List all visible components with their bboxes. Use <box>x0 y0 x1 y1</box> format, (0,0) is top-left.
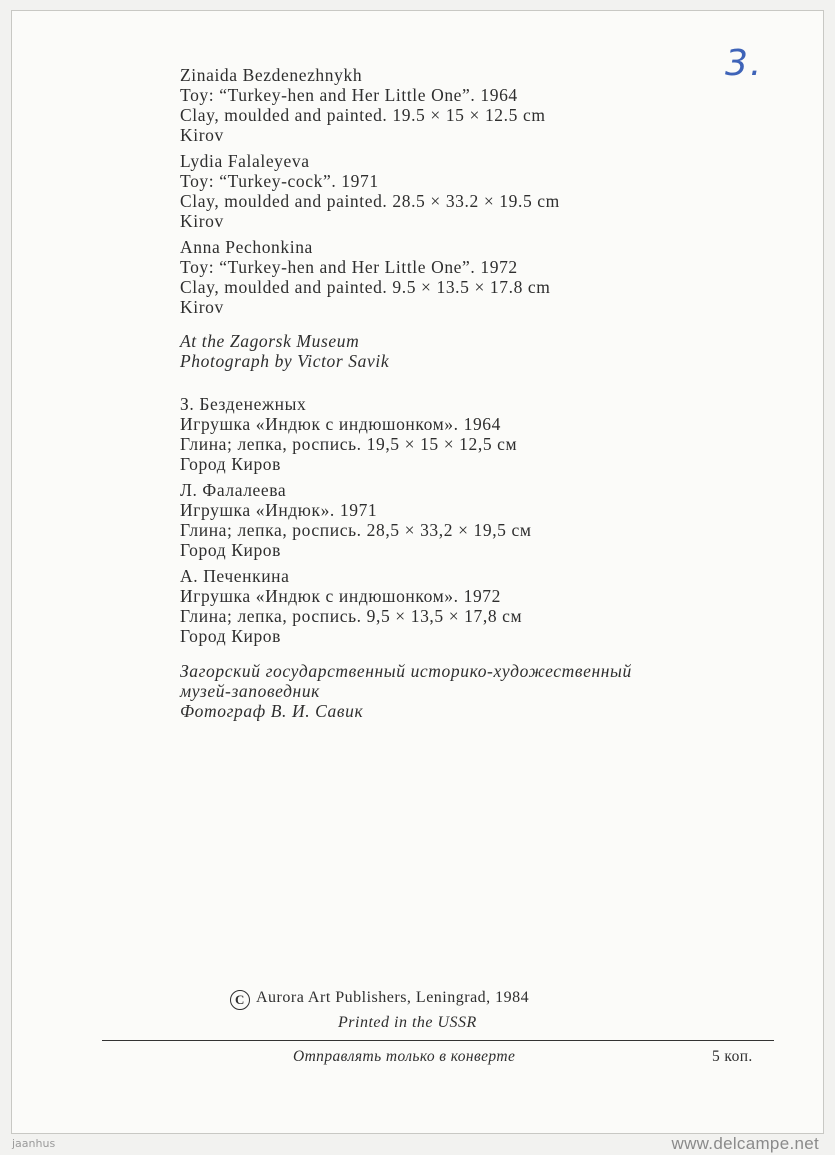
english-captions <box>180 65 560 317</box>
artwork-place: Kirov <box>180 125 224 145</box>
artwork-place: Город Киров <box>180 626 282 646</box>
artist-name: Л. Фалалеева <box>180 480 287 500</box>
printed-in: Printed in the USSR <box>338 1014 477 1031</box>
envelope-note: Отправлять только в конверте <box>293 1048 516 1065</box>
postcard-back <box>11 10 824 1134</box>
russian-captions <box>180 394 532 646</box>
watermark-seller: jaanhus <box>12 1137 56 1150</box>
russian-entry <box>180 480 532 560</box>
english-entry <box>180 237 560 317</box>
artist-name: А. Печенкина <box>180 566 290 586</box>
photographer-credit: Фотограф В. И. Савик <box>180 701 364 721</box>
artwork-material: Глина; лепка, роспись. 28,5 × 33,2 × 19,5 см <box>180 520 532 540</box>
artwork-title: Игрушка «Индюк с индюшонком». 1972 <box>180 586 501 606</box>
handwritten-number: 3. <box>725 43 764 84</box>
photographer-credit: Photograph by Victor Savik <box>180 351 390 371</box>
artwork-material: Глина; лепка, роспись. 9,5 × 13,5 × 17,8 см <box>180 606 523 626</box>
artwork-place: Kirov <box>180 211 224 231</box>
artwork-place: Kirov <box>180 297 224 317</box>
artwork-title: Toy: “Turkey-hen and Her Little One”. 1972 <box>180 257 518 277</box>
artwork-title: Игрушка «Индюк с индюшонком». 1964 <box>180 414 501 434</box>
watermark-site: www.delcampe.net <box>671 1134 819 1153</box>
artwork-title: Toy: “Turkey-cock”. 1971 <box>180 171 379 191</box>
artwork-place: Город Киров <box>180 540 282 560</box>
artwork-material: Clay, moulded and painted. 19.5 × 15 × 12.5 cm <box>180 105 546 125</box>
museum-credit-line2: музей-заповедник <box>180 681 320 701</box>
artist-name: Lydia Falaleyeva <box>180 151 310 171</box>
english-entry <box>180 151 560 231</box>
artwork-material: Clay, moulded and painted. 9.5 × 13.5 × 17.8 cm <box>180 277 551 297</box>
artist-name: Anna Pechonkina <box>180 237 313 257</box>
english-entry <box>180 65 560 145</box>
artwork-title: Toy: “Turkey-hen and Her Little One”. 1964 <box>180 85 518 105</box>
artwork-title: Игрушка «Индюк». 1971 <box>180 500 378 520</box>
museum-credit: At the Zagorsk Museum <box>180 331 360 351</box>
museum-credit-line1: Загорский государственный историко-художественный <box>180 661 632 681</box>
russian-entry <box>180 394 532 474</box>
english-credits <box>180 331 389 371</box>
russian-entry <box>180 566 532 646</box>
artist-name: З. Безденежных <box>180 394 307 414</box>
footer-divider <box>102 1040 774 1041</box>
publisher-text: Aurora Art Publishers, Leningrad, 1984 <box>256 989 530 1006</box>
artwork-place: Город Киров <box>180 454 282 474</box>
artwork-material: Clay, moulded and painted. 28.5 × 33.2 × 19.5 cm <box>180 191 560 211</box>
copyright-icon: C <box>230 990 250 1010</box>
artist-name: Zinaida Bezdenezhnykh <box>180 65 363 85</box>
artwork-material: Глина; лепка, роспись. 19,5 × 15 × 12,5 см <box>180 434 518 454</box>
price-label: 5 коп. <box>712 1048 753 1065</box>
russian-credits <box>180 661 632 721</box>
publisher-line <box>230 989 529 1010</box>
